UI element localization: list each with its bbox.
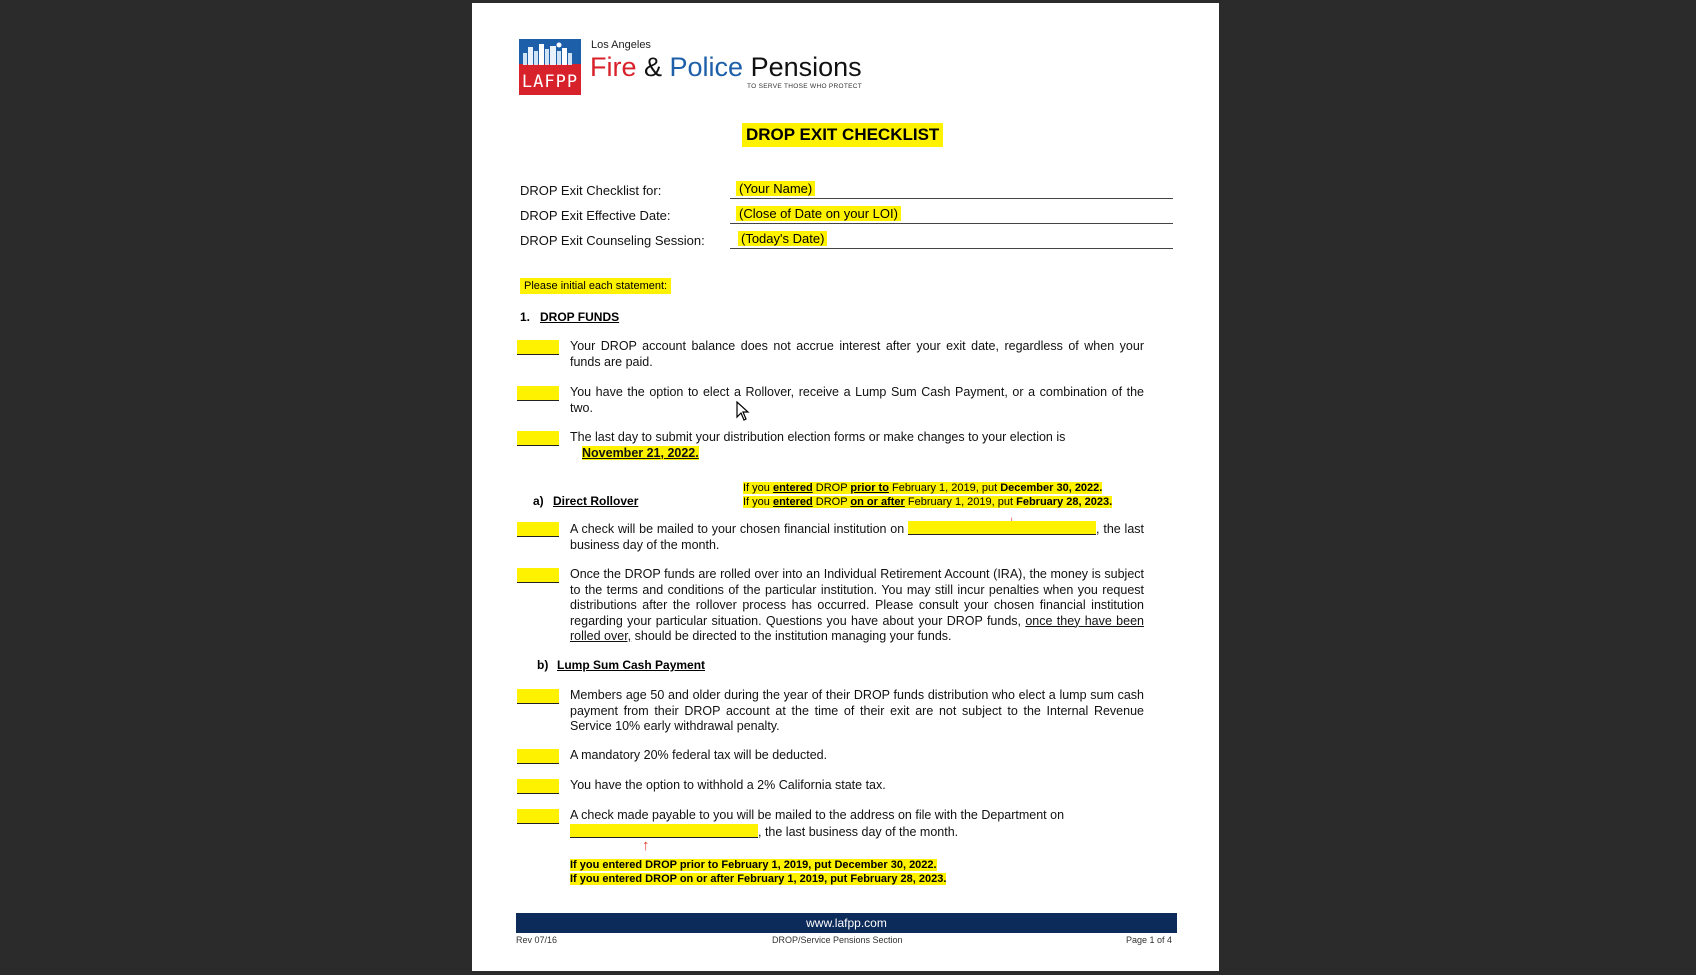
lumpsum-date-blank[interactable] bbox=[570, 824, 758, 838]
initial-blank[interactable] bbox=[517, 386, 559, 401]
rollover-ira-statement: Once the DROP funds are rolled over into an Individual Retirement Account (IRA), the money is subject to the terms and conditions of the particular institution. You may still incur penalties when you request distributions after the rollover process has occurred. Please consult your chosen financial institution regarding your particular situation. Questions you have about your DROP funds, once they have been rolled over, should be directed to the institution managing your funds. bbox=[570, 567, 1144, 643]
subsection-letter: b) bbox=[537, 658, 549, 672]
initial-blank[interactable] bbox=[517, 568, 559, 583]
statement-text: A mandatory 20% federal tax will be deducted. bbox=[570, 748, 828, 762]
city-skyline-logo-icon bbox=[519, 39, 581, 65]
initial-blank[interactable] bbox=[517, 749, 559, 764]
field-line-name[interactable] bbox=[730, 180, 1173, 199]
rollover-date-note bbox=[743, 481, 1112, 509]
mouse-cursor-icon bbox=[736, 401, 750, 421]
section-title: DROP FUNDS bbox=[540, 310, 620, 324]
document-title: DROP EXIT CHECKLIST bbox=[742, 123, 943, 147]
statement-text: Your DROP account balance does not accrue interest after your exit date, regardless of when your funds are paid. bbox=[570, 339, 1144, 369]
initial-blank[interactable] bbox=[517, 522, 559, 537]
lumpsum-note-line: If you entered DROP on or after February 1, 2019, put February 28, 2023. bbox=[570, 873, 947, 885]
statement-deadline bbox=[570, 430, 1144, 461]
field-label-name: DROP Exit Checklist for: bbox=[520, 183, 662, 198]
rolled-over-emphasis: once they have been rolled over, bbox=[570, 613, 1144, 643]
field-value-name: (Your Name) bbox=[736, 181, 815, 196]
org-title-amp: & bbox=[636, 52, 670, 82]
subsection-title: Direct Rollover bbox=[553, 494, 639, 508]
footer-page-number: Page 1 of 4 bbox=[1126, 935, 1173, 945]
statement-text: The last day to submit your distribution election forms or make changes to your election is bbox=[570, 430, 1066, 444]
initial-blank[interactable] bbox=[517, 689, 559, 704]
lumpsum-note-line: If you entered DROP prior to February 1, 2019, put December 30, 2022. bbox=[570, 859, 937, 871]
field-value-counseling-session: (Today's Date) bbox=[738, 231, 827, 246]
org-city: Los Angeles bbox=[591, 39, 651, 51]
statement-text: Members age 50 and older during the year of their DROP funds distribution who elect a lump sum cash payment from their DROP account at the time of their exit are not subject to the Internal Revenue Service 10% early withdrawal penalty. bbox=[570, 688, 1144, 733]
initial-blank[interactable] bbox=[517, 779, 559, 794]
logo-text: LAFPP bbox=[521, 72, 579, 92]
initial-blank[interactable] bbox=[517, 431, 559, 446]
rollover-check-statement: A check will be mailed to your chosen financial institution on , the last business day of the month. bbox=[570, 522, 1144, 552]
field-line-counseling-session[interactable] bbox=[730, 230, 1173, 249]
section-number: 1. bbox=[520, 310, 531, 324]
statement-text: You have the option to withhold a 2% California state tax. bbox=[570, 778, 886, 792]
document-page bbox=[472, 3, 1219, 971]
org-title-fire: Fire bbox=[590, 52, 637, 82]
org-tagline: TO SERVE THOSE WHO PROTECT bbox=[747, 83, 863, 90]
org-title bbox=[590, 52, 862, 83]
statement-text: You have the option to elect a Rollover, receive a Lump Sum Cash Payment, or a combination of the two. bbox=[570, 385, 1144, 415]
footer-revision: Rev 07/16 bbox=[516, 935, 558, 945]
field-label-counseling-session: DROP Exit Counseling Session: bbox=[520, 233, 705, 248]
lumpsum-check-statement: A check made payable to you will be mailed to the address on file with the Department on , the last business day of the month. bbox=[570, 808, 1065, 839]
rollover-date-blank[interactable] bbox=[908, 521, 1096, 535]
subsection-letter: a) bbox=[533, 494, 544, 508]
initial-blank[interactable] bbox=[517, 340, 559, 355]
footer-url-bar bbox=[516, 913, 1177, 933]
lumpsum-date-note bbox=[570, 858, 946, 886]
org-title-pensions: Pensions bbox=[743, 52, 862, 82]
org-title-police: Police bbox=[669, 52, 744, 82]
footer-section: DROP/Service Pensions Section bbox=[772, 935, 903, 945]
arrow-up-icon: ↑ bbox=[642, 837, 650, 854]
initial-blank[interactable] bbox=[517, 809, 559, 824]
subsection-title: Lump Sum Cash Payment bbox=[557, 658, 706, 672]
rollover-note-line: If you entered DROP on or after February 1, 2019, put February 28, 2023. bbox=[743, 496, 1113, 508]
rollover-note-line: If you entered DROP prior to February 1, 2019, put December 30, 2022. bbox=[743, 482, 1103, 494]
field-label-effective-date: DROP Exit Effective Date: bbox=[520, 208, 671, 223]
election-deadline: November 21, 2022. bbox=[582, 445, 699, 460]
lafpp-logo bbox=[519, 39, 581, 95]
field-value-effective-date: (Close of Date on your LOI) bbox=[736, 206, 901, 221]
initial-note: Please initial each statement: bbox=[520, 278, 671, 294]
footer-url[interactable]: www.lafpp.com bbox=[806, 916, 887, 930]
field-line-effective-date[interactable] bbox=[730, 205, 1173, 224]
